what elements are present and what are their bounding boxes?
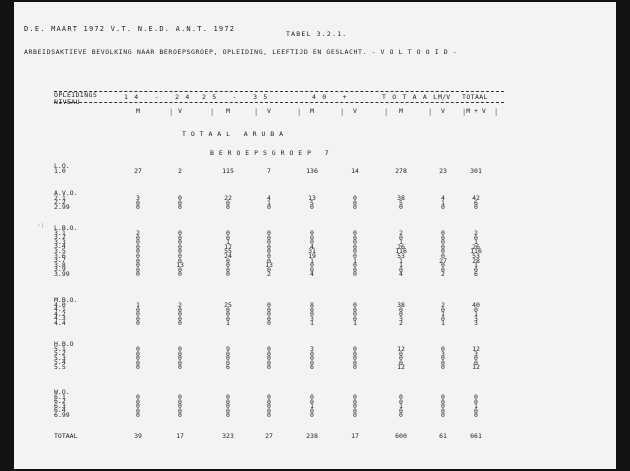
- table-cell: 23: [439, 167, 447, 175]
- table-cell: 0 0 0 0 0 0 0 13 0 0: [176, 229, 184, 279]
- header-rule-mid: [54, 102, 504, 103]
- group-totaal-mv: TOTAAL: [462, 93, 488, 101]
- column-header: M: [399, 107, 403, 115]
- table-cell: 0 0 0 0 0: [178, 345, 182, 372]
- table-cell: 0 0 0 0 0: [353, 393, 357, 420]
- column-header: V: [267, 107, 271, 115]
- column-divider: |: [210, 108, 215, 116]
- table-cell: 278: [395, 167, 407, 175]
- column-divider: |: [169, 108, 174, 116]
- table-cell: 0 0 0 0 1: [353, 301, 357, 328]
- table-cell: 4 1 0: [441, 194, 445, 212]
- table-cell: 2: [178, 167, 182, 175]
- table-cell: 17: [176, 432, 184, 440]
- group-14-24: 1 4 - 2 4: [124, 93, 191, 101]
- column-header: V: [178, 107, 182, 115]
- table-cell: 14: [351, 167, 359, 175]
- group-40-plus: 4 0 +: [312, 93, 348, 101]
- row-label: L.O. 1.0: [54, 162, 70, 175]
- table-cell: 661: [470, 432, 482, 440]
- table-cell: 0 0 0 0 0: [136, 345, 140, 372]
- table-cell: 3 0 0 0 6: [310, 345, 314, 372]
- column-header: M: [310, 107, 314, 115]
- table-cell: 42 6 0: [472, 194, 480, 212]
- table-cell: 61: [439, 432, 447, 440]
- table-cell: 0 0 0 0 0 0 1 0 0 0: [353, 229, 357, 279]
- table-cell: 12 3 0 0 12: [472, 345, 480, 372]
- table-cell: 38 0 0 3 2: [397, 301, 405, 328]
- table-cell: 0 0 0 0 0: [226, 393, 230, 420]
- table-cell: 238: [306, 432, 318, 440]
- table-cell: 0 0 0 0 0 0 27 0 0 2: [439, 229, 447, 279]
- table-cell: 2 0 1 26 116 53 28 1 0 6: [470, 229, 482, 279]
- table-cell: 4 1 0: [267, 194, 271, 212]
- table-cell: 17: [351, 432, 359, 440]
- header-left: D.E. MAART 1972 V.T. N.E.D. A.N.T. 1972: [24, 25, 236, 33]
- column-header: V: [441, 107, 445, 115]
- table-cell: 38 5 0: [397, 194, 405, 212]
- column-divider: |: [254, 108, 259, 116]
- table-cell: 40 0 1 3 3: [472, 301, 480, 328]
- table-cell: 0 0 0 0 0: [267, 301, 271, 328]
- table-cell: 2 0 1 0 1: [441, 301, 445, 328]
- table-cell: 0 0 0: [178, 194, 182, 212]
- table-cell: 115: [222, 167, 234, 175]
- table-cell: 9 0 0 0 6: [226, 345, 230, 372]
- table-cell: 301: [470, 167, 482, 175]
- document-page: [14, 2, 616, 469]
- table-cell: 0 0 0 0 0 0 0 13 0 2: [265, 229, 273, 279]
- table-cell: 136: [306, 167, 318, 175]
- column-divider: |: [428, 108, 433, 116]
- table-cell: 0 0 0 0 0: [267, 345, 271, 372]
- table-cell: 3 0 0: [136, 194, 140, 212]
- table-cell: 25 0 0 0 1: [224, 301, 232, 328]
- row-label: TOTAAL: [54, 432, 78, 440]
- column-header: M + V: [466, 107, 486, 115]
- table-cell: 2 0 0 0 0: [178, 301, 182, 328]
- table-cell: 2 0 0 0 0 0 0 0 0 0: [136, 229, 140, 279]
- section-totaal: T O T A A L A R U B A: [182, 130, 284, 138]
- table-number: TABEL 3.2.1.: [286, 30, 348, 38]
- table-cell: 0 0 1 0 0: [310, 393, 314, 420]
- column-divider: |: [340, 108, 345, 116]
- table-cell: 12 0 0 0 12: [397, 345, 405, 372]
- section-beroep: B E R O E P S G R O E P 7: [210, 149, 330, 157]
- group-mv: M/V: [438, 93, 451, 101]
- column-header: M: [136, 107, 140, 115]
- table-cell: 0 0 0 0 0: [136, 393, 140, 420]
- column-header: M: [226, 107, 230, 115]
- opleiding-header: OPLEIDINGS NIVEAU: [54, 91, 98, 106]
- table-cell: 13 5 0: [308, 194, 316, 212]
- table-cell: 1 0 0 0 0: [136, 301, 140, 328]
- table-cell: 0 3 0 0 0: [441, 345, 445, 372]
- table-cell: 8 0 0 3 1: [310, 301, 314, 328]
- group-totaal: T O T A A L: [382, 93, 439, 101]
- table-cell: 0 0 1 0 0: [474, 393, 478, 420]
- table-cell: 0 0 0 0 0: [353, 345, 357, 372]
- row-label: L.B.O. 3.1 3.2 3.3 3.4 3.5 3.6 3.7 3.8 3.9 3.99: [54, 224, 78, 278]
- header-rule-top: [54, 91, 504, 92]
- table-cell: 7: [267, 167, 271, 175]
- table-cell: 0 0 1 0 0: [399, 393, 403, 420]
- table-cell: 27: [265, 432, 273, 440]
- table-cell: 2 0 1 26 116 53 1 1 0 4: [395, 229, 407, 279]
- table-cell: 0 0 0 4 31 19 1 0 0 4: [308, 229, 316, 279]
- table-cell: 0 0 0: [353, 194, 357, 212]
- column-divider: |: [462, 108, 467, 116]
- table-cell: 27: [134, 167, 142, 175]
- table-cell: 323: [222, 432, 234, 440]
- column-divider: |: [384, 108, 389, 116]
- margin-mark: ·:: [37, 222, 45, 229]
- table-cell: 0 0 0 0 0: [178, 393, 182, 420]
- row-label: H.B.O 5.1 5.2 5.3 5.4 5.5: [54, 340, 74, 371]
- row-label: A.V.O. 2.1 2.2 2.99: [54, 189, 78, 211]
- table-cell: 0 0 0 0 0: [441, 393, 445, 420]
- row-label: W.O. 6.1 6.2 6.3 6.4 6.99: [54, 388, 70, 419]
- table-cell: 0 0 1 17 55 24 0 0 0 0: [224, 229, 232, 279]
- table-cell: 600: [395, 432, 407, 440]
- row-label: M.B.O. 4.0 4.1 4.2 4.3 4.4: [54, 296, 78, 327]
- table-cell: 0 0 0 0 0: [267, 393, 271, 420]
- column-divider: |: [494, 108, 499, 116]
- column-header: V: [353, 107, 357, 115]
- table-cell: 22 0 0: [224, 194, 232, 212]
- column-divider: |: [297, 108, 302, 116]
- table-subtitle: ARBEIDSAKTIEVE BEVOLKING NAAR BEROEPSGROEP, OPLEIDING, LEEFTIJD EN GESLACHT. - V O L T O O I D -: [24, 48, 458, 56]
- group-25-35: 2 5 - 3 5: [202, 93, 269, 101]
- table-cell: 39: [134, 432, 142, 440]
